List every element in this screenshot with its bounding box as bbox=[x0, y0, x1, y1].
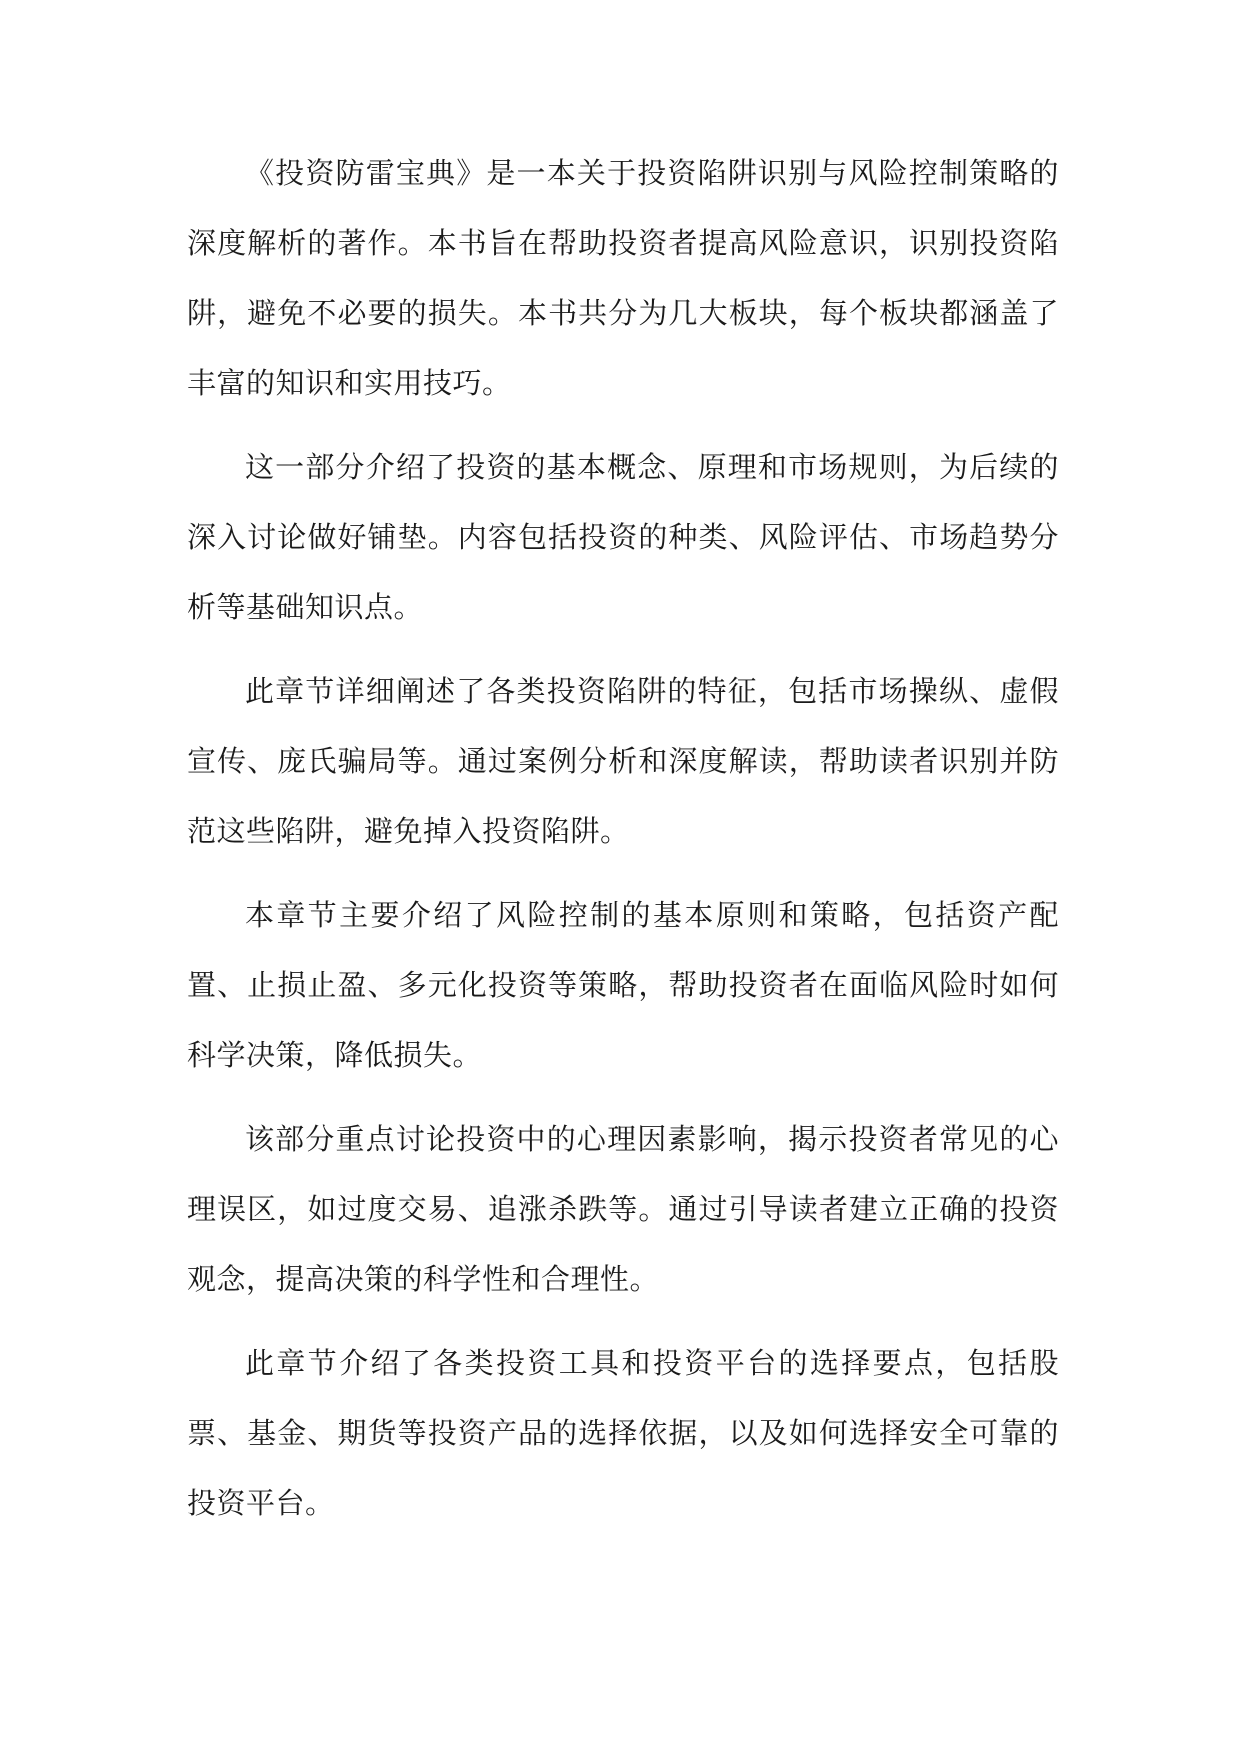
paragraph-intro: 《投资防雷宝典》是一本关于投资陷阱识别与风险控制策略的深度解析的著作。本书旨在帮助投资者提高风险意识，识别投资陷阱，避免不必要的损失。本书共分为几大板块，每个板块都涵盖了丰富的知识和实用技巧。 bbox=[187, 156, 1059, 400]
paragraph-basics: 这一部分介绍了投资的基本概念、原理和市场规则，为后续的深入讨论做好铺垫。内容包括投资的种类、风险评估、市场趋势分析等基础知识点。 bbox=[187, 450, 1059, 624]
paragraph-traps: 此章节详细阐述了各类投资陷阱的特征，包括市场操纵、虚假宣传、庞氏骗局等。通过案例分析和深度解读，帮助读者识别并防范这些陷阱，避免掉入投资陷阱。 bbox=[187, 674, 1059, 848]
paragraph-psychology: 该部分重点讨论投资中的心理因素影响，揭示投资者常见的心理误区，如过度交易、追涨杀跌等。通过引导读者建立正确的投资观念，提高决策的科学性和合理性。 bbox=[187, 1122, 1059, 1296]
document-body bbox=[187, 138, 1059, 1552]
paragraph-tools-platforms: 此章节介绍了各类投资工具和投资平台的选择要点，包括股票、基金、期货等投资产品的选择依据，以及如何选择安全可靠的投资平台。 bbox=[187, 1346, 1059, 1520]
paragraph-risk-control: 本章节主要介绍了风险控制的基本原则和策略，包括资产配置、止损止盈、多元化投资等策略，帮助投资者在面临风险时如何科学决策，降低损失。 bbox=[187, 898, 1059, 1072]
